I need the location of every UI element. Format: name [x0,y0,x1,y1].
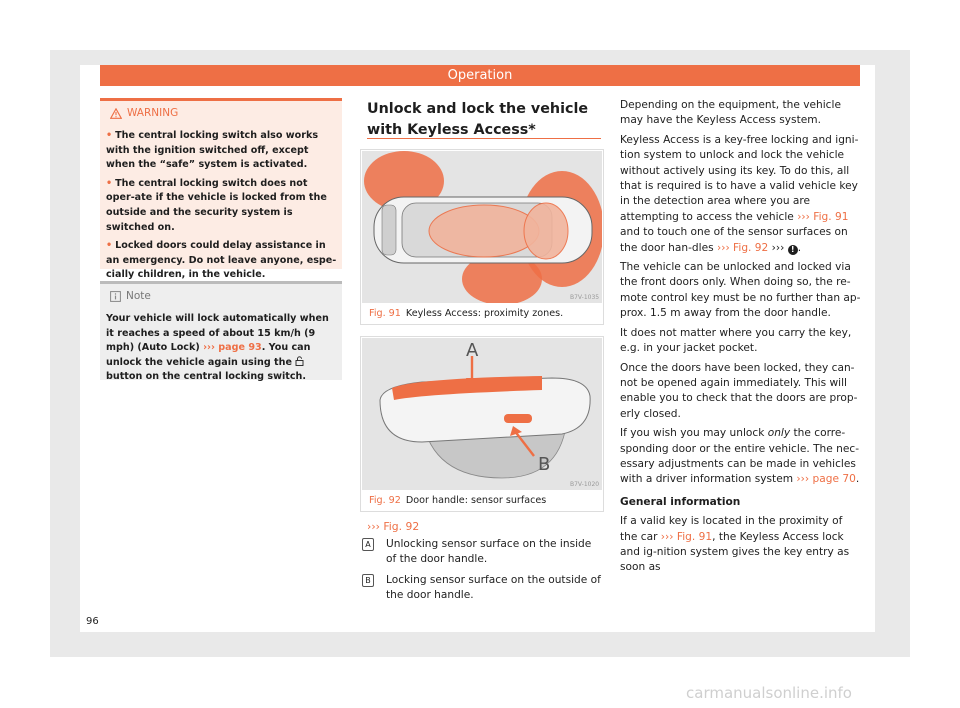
figure-code: B7V-1035 [570,294,600,301]
figure-reference-link[interactable]: ››› Fig. 91 [660,530,713,543]
bullet-icon: • [106,240,113,252]
warning-title: WARNING [127,107,179,119]
subheading: General information [620,495,741,508]
paragraph: If you wish you may unlock only the corre-sponding door or the entire vehicle. The nec-essary adjustments can be made in vehicles with a driver information system ››› page 70. [620,427,860,486]
note-heading [110,290,151,302]
figure-caption: Fig. 91 Keyless Access: proximity zones. [369,308,564,319]
page-header: Operation [100,65,860,86]
figure-reference-link[interactable]: ››› Fig. 91 [797,210,849,223]
legend-reference [367,520,419,533]
paragraph: It does not matter where you carry the key, e.g. in your jacket pocket. [620,326,852,355]
paragraph: Once the doors have been locked, they can-not be opened again immediately. This will enable you to check that the doors are prop-erly closed. [620,361,858,420]
marker-b: B [538,454,551,475]
legend-text: Unlocking sensor surface on the inside of the door handle. [386,538,592,566]
paragraph: Keyless Access is a key-free locking and igni-tion system to unlock and lock the vehicle without actively using its key. To do this, all that is required is to have a valid vehicle key in the detection area where you are attempting to access the vehicle ››› Fig. 91 and to touch one of the sensor surfaces on the door han-dles ››› Fig. 92 ››› ! . [620,133,859,254]
figure-reference-link[interactable]: ››› Fig. 92 [716,241,769,254]
note-text: Your vehicle will lock automatically when it reaches a speed of about 15 km/h (9 mph) (Auto Lock) ››› page 93. You can unlock the vehicle again using the button on the central locking switch. [106,313,329,383]
watermark: carmanualsonline.info [686,684,852,702]
legend-key: B [362,574,374,587]
figure-91 [360,149,604,325]
door-handle-illustration [362,338,602,490]
car-proximity-illustration [362,151,602,303]
warning-item: • The central locking switch does not oper-ate if the vehicle is locked from the outside and the security system is switched on. [106,177,327,233]
page-reference-link[interactable]: ››› page 70 [796,473,856,486]
right-column [620,98,862,580]
figure-reference-link[interactable]: ››› Fig. 92 [367,520,420,533]
page-reference-link[interactable]: ››› page 93 [203,342,262,354]
paragraph: The vehicle can be unlocked and locked via the front doors only. When doing so, the re-mote control key must be no further than ap-prox. 1.5 m away from the door handle. [620,261,861,320]
page-number: 96 [86,616,99,627]
warning-list [106,129,338,287]
figure-image [362,151,602,303]
bullet-icon: • [106,177,113,189]
legend-item [362,537,602,567]
figure-image [362,338,602,490]
legend-text: Locking sensor surface on the outside of the door handle. [386,574,601,602]
unlock-icon [295,356,304,366]
note-box [100,281,342,383]
figure-92 [360,336,604,512]
important-notice-icon: ! [788,245,798,255]
bullet-icon: • [106,130,113,141]
section-title: Unlock and lock the vehicle with Keyless Access* [367,101,589,138]
legend-item [362,573,602,603]
figure-code: B7V-1020 [570,481,600,488]
note-title: Note [126,290,151,302]
legend-key: A [362,538,374,551]
info-icon [110,291,121,302]
marker-a: A [466,340,479,361]
figure-caption: Fig. 92 Door handle: sensor surfaces [369,495,547,506]
paragraph: If a valid key is located in the proximity of the car ››› Fig. 91, the Keyless Access lock and ig-nition system gives the key entry as soon as [620,515,850,574]
warning-item: • Locked doors could delay assistance in an emergency. Do not leave anyone, espe-cially children, in the vehicle. [106,240,337,281]
paragraph: Depending on the equipment, the vehicle may have the Keyless Access system. [620,99,841,127]
section-divider [367,138,601,139]
warning-triangle-icon [110,108,122,119]
warning-heading [110,107,178,119]
warning-box [100,98,342,281]
warning-item: • The central locking switch also works with the ignition switched off, except when the “safe” system is activated. [106,130,319,171]
